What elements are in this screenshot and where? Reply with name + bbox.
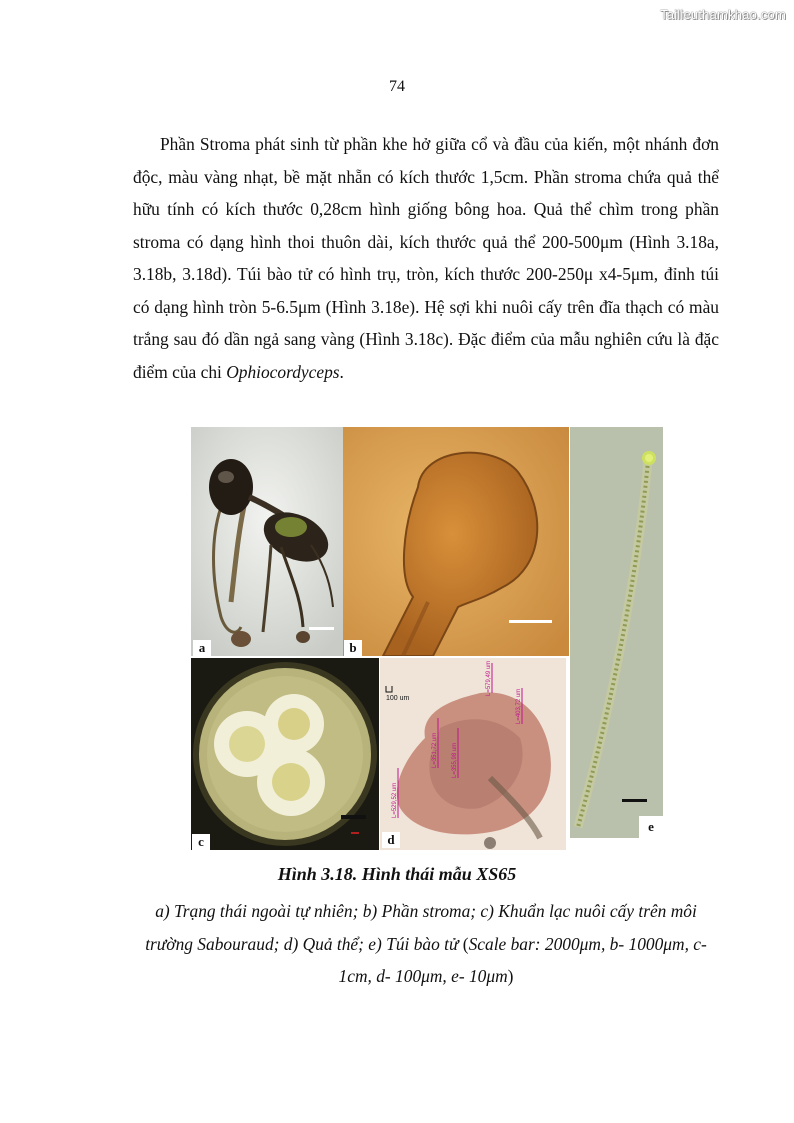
- ant-photo: [191, 427, 343, 656]
- panel-c-label: c: [192, 834, 210, 850]
- panel-a-label: a: [193, 640, 211, 656]
- measure-label-1: L=579,49 um: [486, 660, 492, 696]
- paragraph-end: .: [339, 361, 344, 382]
- panel-c-colony: [191, 658, 379, 850]
- watermark: Tailieuthamkhao.com: [660, 7, 786, 22]
- measure-label-5: L=529,52 um: [392, 782, 398, 818]
- panel-a-natural-state: [191, 427, 343, 656]
- body-paragraph: [133, 128, 719, 388]
- panel-b-stroma: [343, 427, 569, 656]
- caption-text: a) Trạng thái ngoài tự nhiên; b) Phần stroma; c) Khuẩn lạc nuôi cấy trên môi trường Sabouraud; d) Quả thể; e) Túi bào tử: [145, 901, 697, 954]
- scale-label-d: 100 um: [386, 695, 410, 702]
- page-number: 74: [389, 78, 405, 95]
- caption-scale-text: Scale bar: 2000μm, b- 1000μm, c- 1cm, d- 100μm, e- 10μm: [338, 933, 707, 986]
- figure-caption-title: Hình 3.18. Hình thái mẫu XS65: [277, 864, 517, 884]
- ascus-micrograph: [570, 427, 663, 838]
- paragraph-text: Phần Stroma phát sinh từ phần khe hở giữa cổ và đầu của kiến, một nhánh đơn độc, màu vàng nhạt, bề mặt nhẵn có kích thước 1,5cm. Phần stroma chứa quả thể hữu tính có kích thước 0,28cm hình giống bông hoa. Quả thể chìm trong phần stroma có dạng hình thoi thuôn dài, kích thước quả thể 200-500μm (Hình 3.18a, 3.18b, 3.18d). Túi bào tử có hình trụ, tròn, kích thước 200-250μ x4-5μm, đỉnh túi có dạng hình tròn 5-6.5μm (Hình 3.18e). Hệ sợi khi nuôi cấy trên đĩa thạch có màu trắng sau đó dần ngả sang vàng (Hình 3.18c). Đặc điểm của mẫu nghiên cứu là đặc điểm của chi: [133, 134, 719, 382]
- caption-open-paren: (: [462, 933, 469, 954]
- caption-close-paren: ): [507, 966, 514, 986]
- scale-bar-c: [341, 815, 366, 819]
- measure-label-3: L=351,72 um: [432, 732, 438, 768]
- stroma-photo: [343, 427, 569, 656]
- scale-bar-b: [509, 620, 552, 623]
- panel-e-label: e: [639, 816, 663, 838]
- figure-caption-body: [133, 895, 719, 993]
- perithecium-micrograph: [380, 658, 566, 850]
- panel-d-label: d: [382, 832, 400, 848]
- measure-label-2: L=403,72 um: [516, 688, 522, 724]
- scale-bar-a: [309, 627, 334, 630]
- scale-bar-e: [622, 799, 647, 802]
- measure-label-4: L=355,98 um: [452, 742, 458, 778]
- panel-d-perithecium: [380, 658, 566, 850]
- genus-name: Ophiocordyceps: [226, 361, 340, 382]
- panel-b-label: b: [344, 640, 362, 656]
- petri-dish-photo: [191, 658, 379, 850]
- panel-e-ascus: [570, 427, 663, 838]
